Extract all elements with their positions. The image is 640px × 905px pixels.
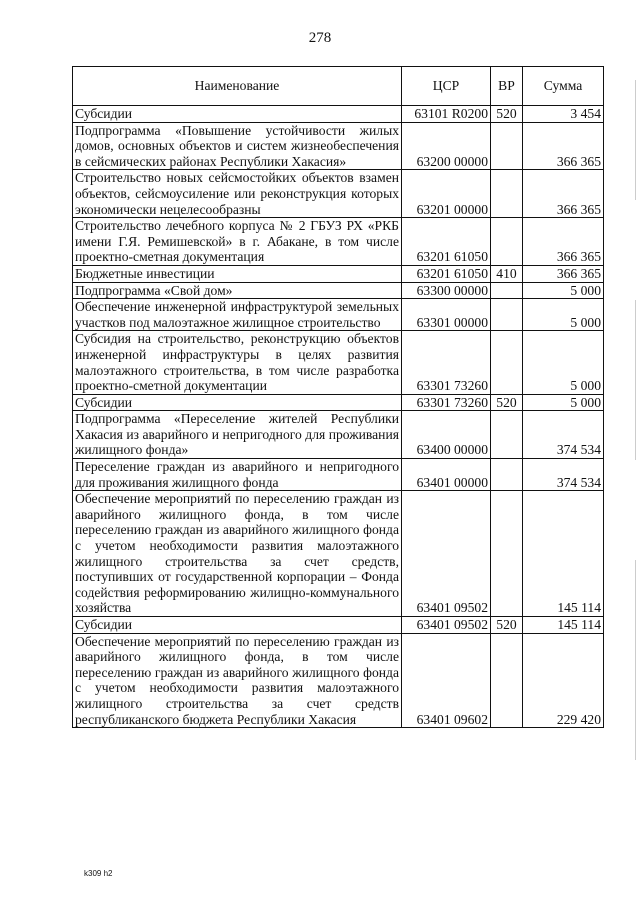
- row-vr-cell: [491, 122, 523, 170]
- footer-code: k309 h2: [84, 869, 113, 878]
- row-csr-cell: 63201 00000: [402, 170, 491, 218]
- table-row: [73, 106, 604, 123]
- row-csr-cell: 63301 00000: [402, 299, 491, 331]
- row-vr-cell: 520: [491, 394, 523, 411]
- row-csr-cell: 63101 R0200: [402, 106, 491, 123]
- row-sum-cell: 366 365: [523, 122, 604, 170]
- table-row: [73, 299, 604, 331]
- scan-edge-mark: [635, 560, 636, 760]
- row-vr-cell: [491, 282, 523, 299]
- row-csr-cell: 63301 73260: [402, 331, 491, 394]
- table-row: [73, 394, 604, 411]
- row-csr-cell: 63200 00000: [402, 122, 491, 170]
- row-sum-cell: 5 000: [523, 331, 604, 394]
- row-vr-cell: [491, 459, 523, 491]
- row-name-cell: Обеспечение мероприятий по переселению граждан из аварийного жилищного фонда, в том числе переселению граждан из аварийного жилищного фонда с учетом необходимости развития малоэтажного жилищного строительства за счет средств республиканского бюджета Республики Хакасия: [73, 633, 402, 728]
- row-vr-cell: [491, 411, 523, 459]
- table-header-row: [73, 67, 604, 106]
- row-vr-cell: [491, 218, 523, 266]
- table-row: [73, 218, 604, 266]
- row-sum-cell: 3 454: [523, 106, 604, 123]
- row-name-cell: Строительство лечебного корпуса № 2 ГБУЗ РХ «РКБ имени Г.Я. Ремишевской» в г. Абакане, в том числе проектно-сметная документация: [73, 218, 402, 266]
- row-vr-cell: [491, 299, 523, 331]
- row-vr-cell: 410: [491, 265, 523, 282]
- header-vr: ВР: [491, 67, 523, 106]
- scan-edge-mark: [635, 300, 636, 460]
- page-number: 278: [308, 30, 332, 46]
- table-row: [73, 491, 604, 617]
- row-name-cell: Переселение граждан из аварийного и непригодного для проживания жилищного фонда: [73, 459, 402, 491]
- row-sum-cell: 5 000: [523, 394, 604, 411]
- row-vr-cell: 520: [491, 617, 523, 634]
- row-vr-cell: [491, 331, 523, 394]
- row-vr-cell: [491, 633, 523, 728]
- row-sum-cell: 145 114: [523, 617, 604, 634]
- table-row: [73, 633, 604, 728]
- row-csr-cell: 63201 61050: [402, 218, 491, 266]
- row-name-cell: Субсидии: [73, 106, 402, 123]
- table-row: [73, 265, 604, 282]
- row-name-cell: Субсидии: [73, 617, 402, 634]
- row-name-cell: Субсидия на строительство, реконструкцию объектов инженерной инфраструктуры в целях развития малоэтажного строительства, в том числе разработка проектно-сметной документации: [73, 331, 402, 394]
- table-row: [73, 617, 604, 634]
- table-row: [73, 331, 604, 394]
- row-name-cell: Подпрограмма «Повышение устойчивости жилых домов, основных объектов и систем жизнеобеспечения в сейсмических районах Республики Хакасия»: [73, 122, 402, 170]
- row-sum-cell: 374 534: [523, 459, 604, 491]
- table-row: [73, 459, 604, 491]
- row-csr-cell: 63201 61050: [402, 265, 491, 282]
- row-sum-cell: 366 365: [523, 218, 604, 266]
- row-csr-cell: 63401 09502: [402, 617, 491, 634]
- row-name-cell: Подпрограмма «Переселение жителей Республики Хакасия из аварийного и непригодного для проживания жилищного фонда»: [73, 411, 402, 459]
- scan-edge-mark: [635, 80, 636, 200]
- row-name-cell: Субсидии: [73, 394, 402, 411]
- row-sum-cell: 229 420: [523, 633, 604, 728]
- row-name-cell: Строительство новых сейсмостойких объектов взамен объектов, сейсмоусиление или реконструкция которых экономически нецелесообразны: [73, 170, 402, 218]
- row-sum-cell: 5 000: [523, 282, 604, 299]
- row-vr-cell: [491, 491, 523, 617]
- header-sum: Сумма: [523, 67, 604, 106]
- header-csr: ЦСР: [402, 67, 491, 106]
- budget-table: [72, 66, 604, 728]
- row-name-cell: Обеспечение мероприятий по переселению граждан из аварийного жилищного фонда, в том числе переселению граждан из аварийного жилищного фонда с учетом необходимости развития малоэтажного жилищного строительства за счет средств, поступивших от государственной корпорации – Фонда содействия реформированию жилищно-коммунального хозяйства: [73, 491, 402, 617]
- table-row: [73, 282, 604, 299]
- row-sum-cell: 374 534: [523, 411, 604, 459]
- table-row: [73, 411, 604, 459]
- row-sum-cell: 366 365: [523, 170, 604, 218]
- row-csr-cell: 63401 00000: [402, 459, 491, 491]
- row-name-cell: Подпрограмма «Свой дом»: [73, 282, 402, 299]
- row-vr-cell: 520: [491, 106, 523, 123]
- row-name-cell: Бюджетные инвестиции: [73, 265, 402, 282]
- row-sum-cell: 145 114: [523, 491, 604, 617]
- row-vr-cell: [491, 170, 523, 218]
- table-row: [73, 170, 604, 218]
- row-csr-cell: 63401 09502: [402, 491, 491, 617]
- table-body: [73, 106, 604, 728]
- row-sum-cell: 5 000: [523, 299, 604, 331]
- row-csr-cell: 63400 00000: [402, 411, 491, 459]
- row-csr-cell: 63301 73260: [402, 394, 491, 411]
- row-csr-cell: 63401 09602: [402, 633, 491, 728]
- row-name-cell: Обеспечение инженерной инфраструктурой земельных участков под малоэтажное жилищное строительство: [73, 299, 402, 331]
- header-name: Наименование: [73, 67, 402, 106]
- row-csr-cell: 63300 00000: [402, 282, 491, 299]
- table-row: [73, 122, 604, 170]
- row-sum-cell: 366 365: [523, 265, 604, 282]
